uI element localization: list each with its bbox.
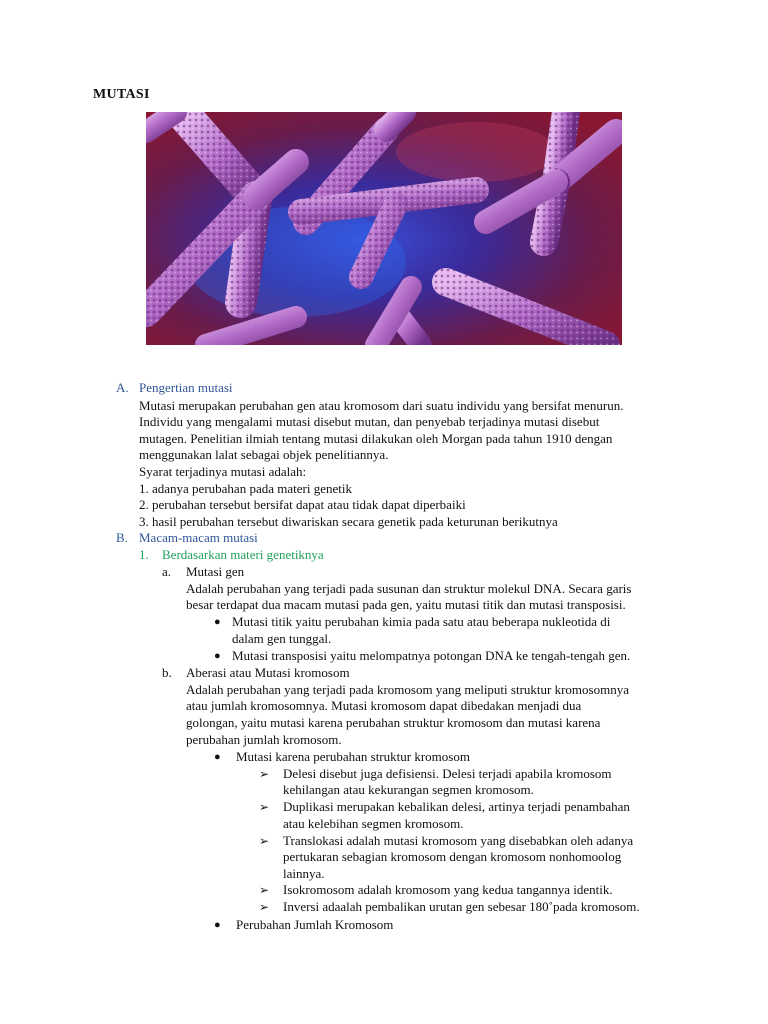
arrow-bullet-icon: ➢ <box>259 834 270 848</box>
syarat-intro: Syarat terjadinya mutasi adalah: <box>139 464 307 479</box>
bullet-icon: ● <box>214 650 221 662</box>
bullet-text: Mutasi transposisi yaitu melompatnya potongan DNA ke tengah-tengah gen. <box>232 648 631 663</box>
item-a-para-line: Adalah perubahan yang terjadi pada susunan dan struktur molekul DNA. Secara garis <box>186 581 632 596</box>
bullet-icon: ● <box>214 919 221 931</box>
arrow-item-text: lainnya. <box>283 866 325 881</box>
syarat-item: 3. hasil perubahan tersebut diwariskan secara genetik pada keturunan berikutnya <box>139 514 558 529</box>
bullet-text: dalam gen tunggal. <box>232 631 332 646</box>
arrow-bullet-icon: ➢ <box>259 767 270 781</box>
syarat-item: 2. perubahan tersebut bersifat dapat atau tidak dapat diperbaiki <box>139 497 466 512</box>
arrow-bullet-icon: ➢ <box>259 800 270 814</box>
arrow-bullet-icon: ➢ <box>259 900 270 914</box>
item-b-heading: Aberasi atau Mutasi kromosom <box>186 665 350 680</box>
chromosome-image <box>146 112 622 345</box>
bullet-icon: ● <box>214 751 221 763</box>
section-a-para-line: menggunakan lalat sebagai objek penelitiannya. <box>139 447 389 462</box>
arrow-item-text: Duplikasi merupakan kebalikan delesi, artinya terjadi penambahan <box>283 799 630 814</box>
section-a-marker: A. <box>116 380 129 395</box>
section-a-para-line: Mutasi merupakan perubahan gen atau kromosom dari suatu individu yang bersifat menurun. <box>139 398 624 413</box>
arrow-item-text: kehilangan atau kekurangan segmen kromosom. <box>283 782 534 797</box>
bullet-text: Perubahan Jumlah Kromosom <box>236 917 394 932</box>
bullet-icon: ● <box>214 616 221 628</box>
item-a-marker: a. <box>162 564 172 579</box>
arrow-item-text: Isokromosom adalah kromosom yang kedua tangannya identik. <box>283 882 613 897</box>
arrow-item-text: Translokasi adalah mutasi kromosom yang disebabkan oleh adanya <box>283 833 634 848</box>
item-a-para-line: besar terdapat dua macam mutasi pada gen, yaitu mutasi titik dan mutasi transposisi. <box>186 597 626 612</box>
item-b-para-line: golongan, yaitu mutasi karena perubahan struktur kromosom dan mutasi karena <box>186 715 601 730</box>
section-a-para-line: mutagen. Penelitian ilmiah tentang mutasi dilakukan oleh Morgan pada tahun 1910 dengan <box>139 431 613 446</box>
page-title: MUTASI <box>93 87 150 102</box>
chromosome-illustration <box>146 112 622 345</box>
arrow-item-text: pertukaran sebagian kromosom dengan kromosom nonhomoolog <box>283 849 622 864</box>
arrow-item-text: Inversi adaalah pembalikan urutan gen sebesar 180˚pada kromosom. <box>283 899 640 914</box>
arrow-item-text: atau kelebihan segmen kromosom. <box>283 816 464 831</box>
item-b-para-line: Adalah perubahan yang terjadi pada kromosom yang meliputi struktur kromosomnya <box>186 682 629 697</box>
section-b-heading: Macam-macam mutasi <box>139 530 258 545</box>
item-b-marker: b. <box>162 665 172 680</box>
syarat-item: 1. adanya perubahan pada materi genetik <box>139 481 352 496</box>
sub1-marker: 1. <box>139 547 149 562</box>
bullet-text: Mutasi titik yaitu perubahan kimia pada satu atau beberapa nukleotida di <box>232 614 611 629</box>
item-a-heading: Mutasi gen <box>186 564 245 579</box>
arrow-item-text: Delesi disebut juga defisiensi. Delesi terjadi apabila kromosom <box>283 766 612 781</box>
sub1-heading: Berdasarkan materi genetiknya <box>162 547 324 562</box>
arrow-bullet-icon: ➢ <box>259 883 270 897</box>
section-b-marker: B. <box>116 530 128 545</box>
bullet-text: Mutasi karena perubahan struktur kromosom <box>236 749 470 764</box>
item-b-para-line: atau jumlah kromosomnya. Mutasi kromosom dapat dibedakan menjadi dua <box>186 698 582 713</box>
section-a-heading: Pengertian mutasi <box>139 380 233 395</box>
item-b-para-line: perubahan jumlah kromosom. <box>186 732 342 747</box>
section-a-para-line: Individu yang mengalami mutasi disebut mutan, dan penyebab terjadinya mutasi disebut <box>139 414 600 429</box>
